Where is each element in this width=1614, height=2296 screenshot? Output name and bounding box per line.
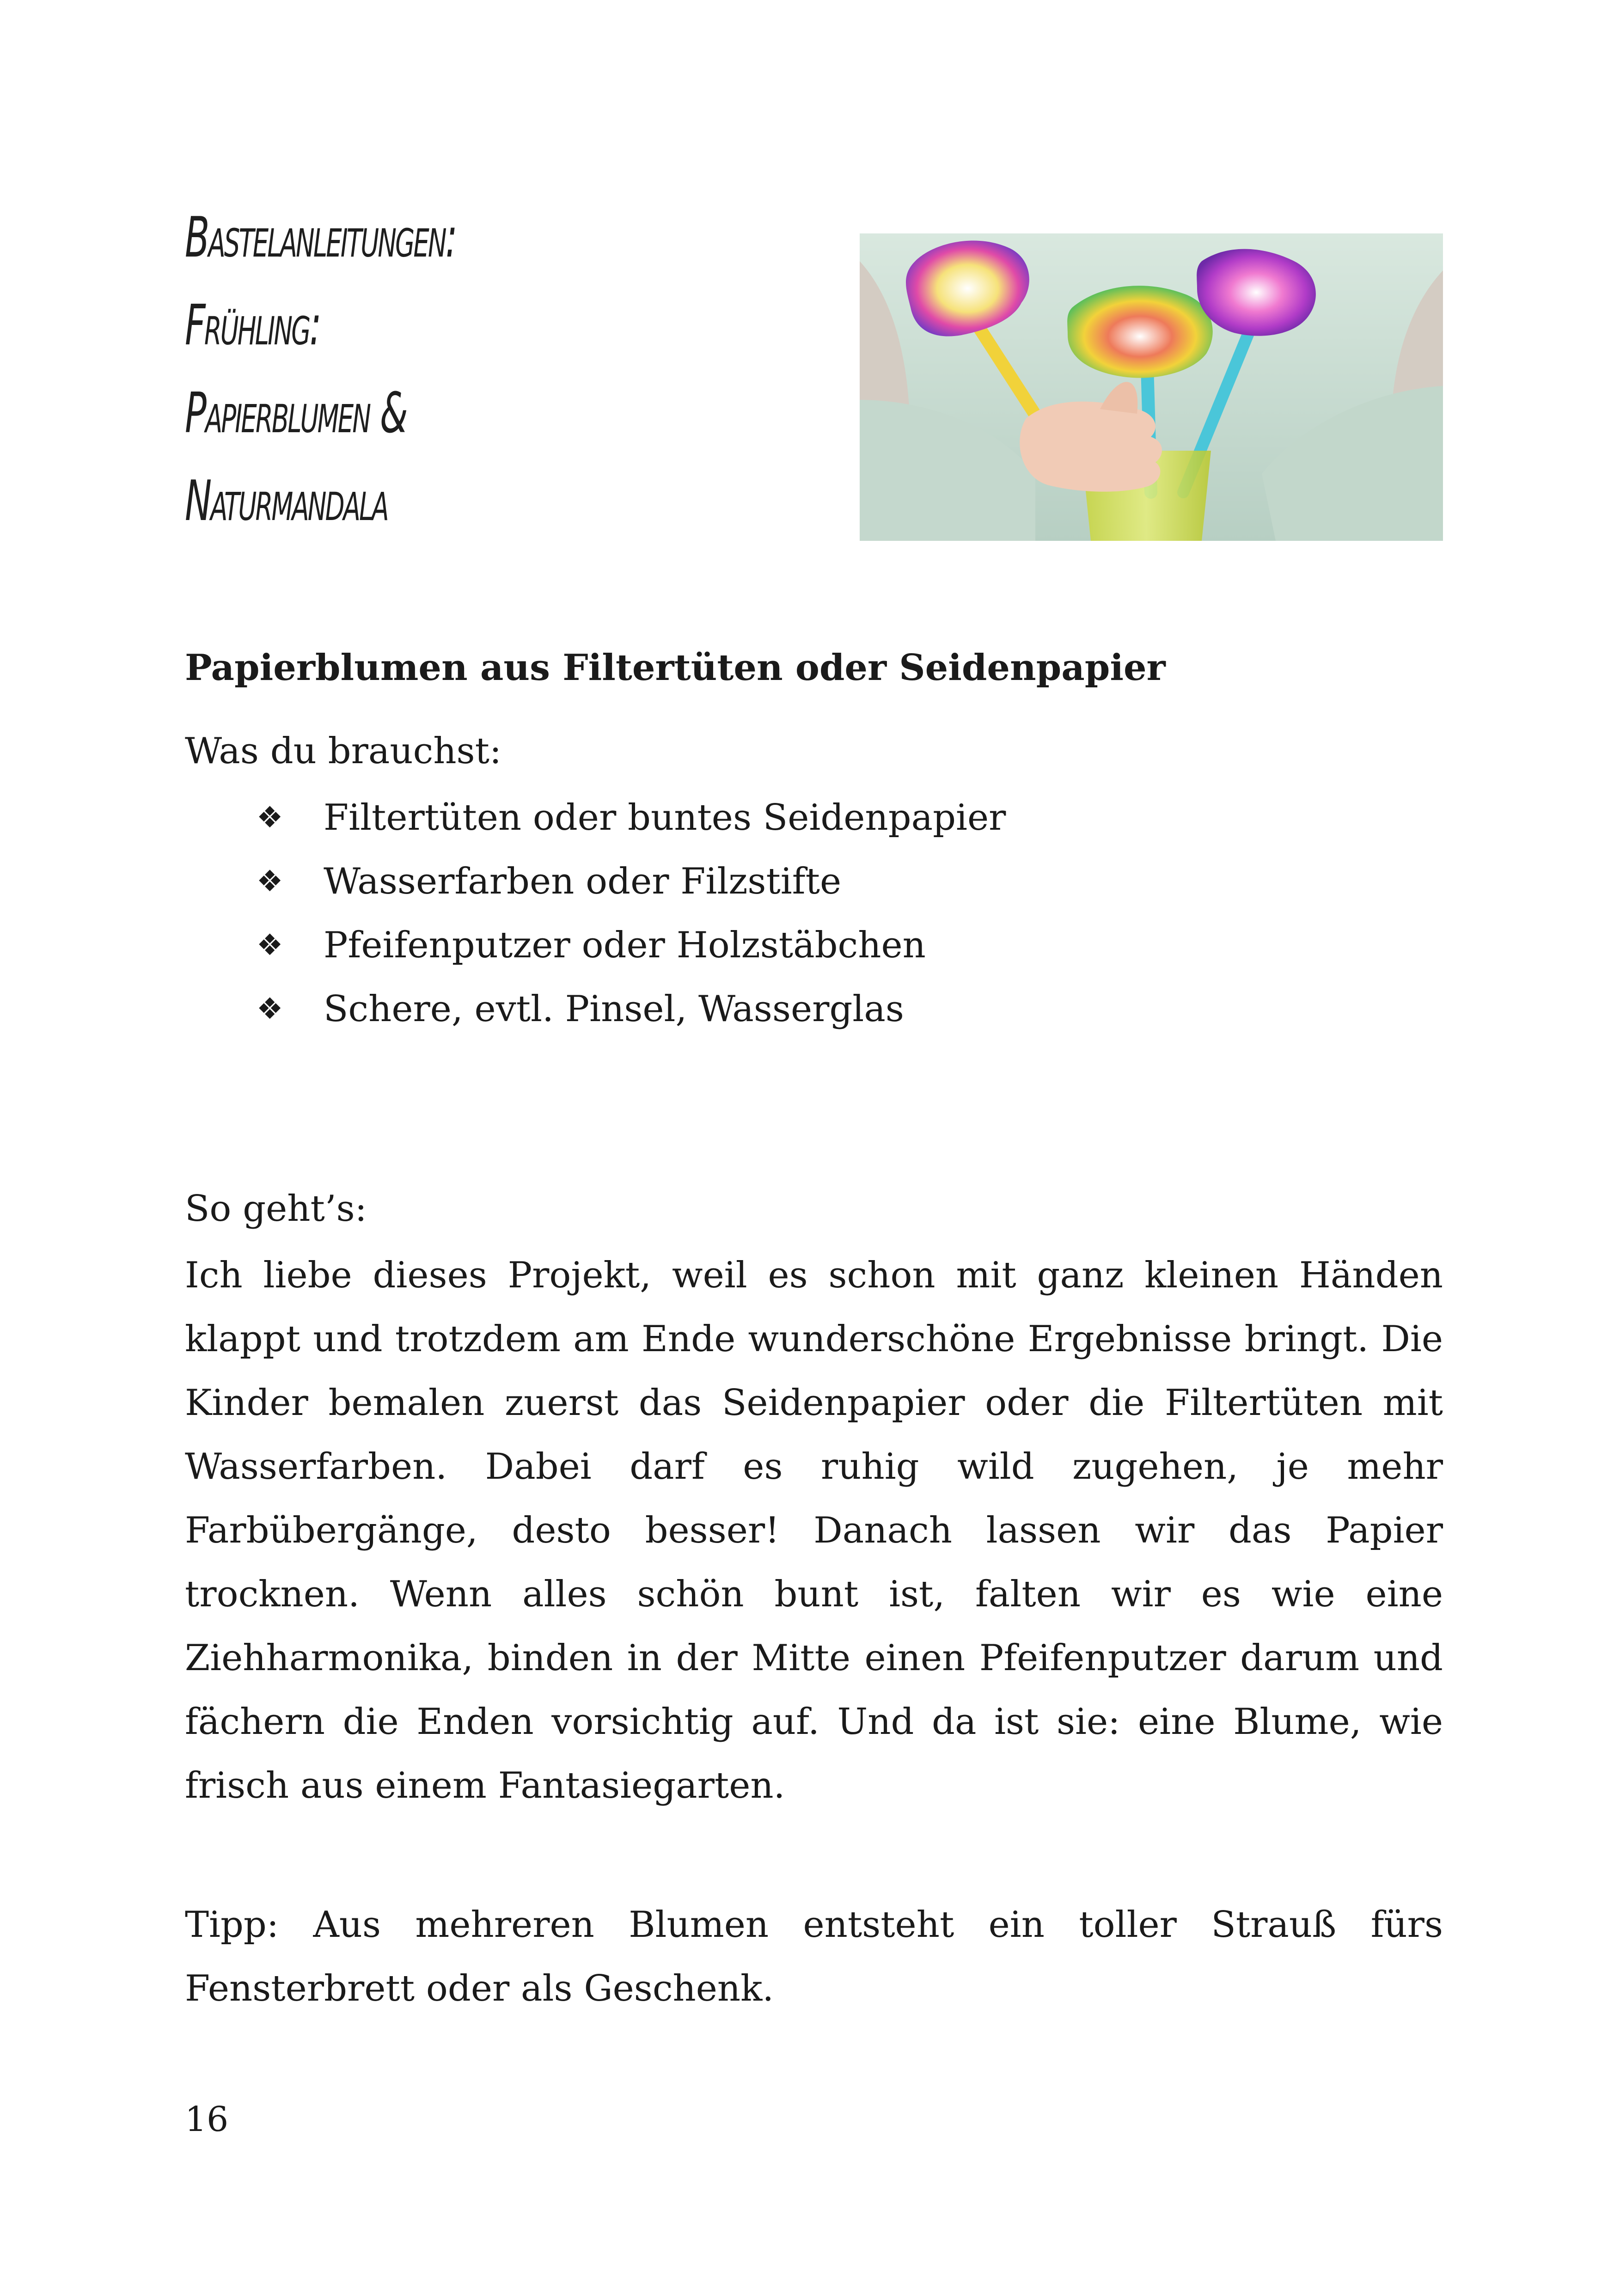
- materials-label: Was du brauchst:: [185, 730, 502, 772]
- list-item: [257, 786, 1006, 850]
- page-number: 16: [185, 2100, 229, 2139]
- section-heading: Papierblumen aus Filtertüten oder Seidenpapier: [185, 647, 1166, 689]
- paper-flowers-photo: [860, 233, 1443, 541]
- material-text: Schere, evtl. Pinsel, Wasserglas: [324, 988, 904, 1030]
- materials-list: [257, 786, 1006, 1041]
- page-title: [185, 194, 786, 545]
- howto-label: So geht’s:: [185, 1188, 367, 1230]
- photo-hand: [1020, 402, 1162, 492]
- title-line-2: Frühling:: [185, 294, 320, 358]
- photo-illustration: [860, 233, 1443, 541]
- diamond-bullet-icon: ❖: [257, 864, 283, 899]
- list-item: [257, 977, 1006, 1041]
- title-line-4: Naturmandala: [185, 469, 388, 533]
- howto-paragraph: Ich liebe dieses Projekt, weil es schon mit ganz kleinen Händen klappt und trotzdem am Ende wunderschöne Ergebnisse bringt. Die Kinder bemalen zuerst das Seidenpapier oder die Filtertüten mit Wasserfarben. Dabei darf es ruhig wild zugehen, je mehr Farbübergänge, desto besser! Danach lassen wir das Papier trocknen. Wenn alles schön bunt ist, falten wir es wie eine Ziehharmonika, binden in der Mitte einen Pfeifenputzer darum und fächern die Enden vorsichtig auf. Und da ist sie: eine Blume, wie frisch aus einem Fantasiegarten.: [185, 1255, 1443, 1806]
- photo-flower-yellow: [1067, 286, 1213, 378]
- material-text: Wasserfarben oder Filzstifte: [324, 861, 842, 902]
- title-line-1: Bastelanleitungen:: [185, 206, 456, 270]
- tip-paragraph: Tipp: Aus mehreren Blumen entsteht ein toller Strauß fürs Fensterbrett oder als Geschenk.: [185, 1904, 1443, 2009]
- diamond-bullet-icon: ❖: [257, 928, 283, 962]
- title-line-3: Papierblumen &: [185, 381, 407, 446]
- list-item: [257, 850, 1006, 913]
- material-text: Filtertüten oder buntes Seidenpapier: [324, 797, 1006, 839]
- material-text: Pfeifenputzer oder Holzstäbchen: [324, 925, 926, 966]
- diamond-bullet-icon: ❖: [257, 992, 283, 1026]
- diamond-bullet-icon: ❖: [257, 801, 283, 835]
- list-item: [257, 913, 1006, 977]
